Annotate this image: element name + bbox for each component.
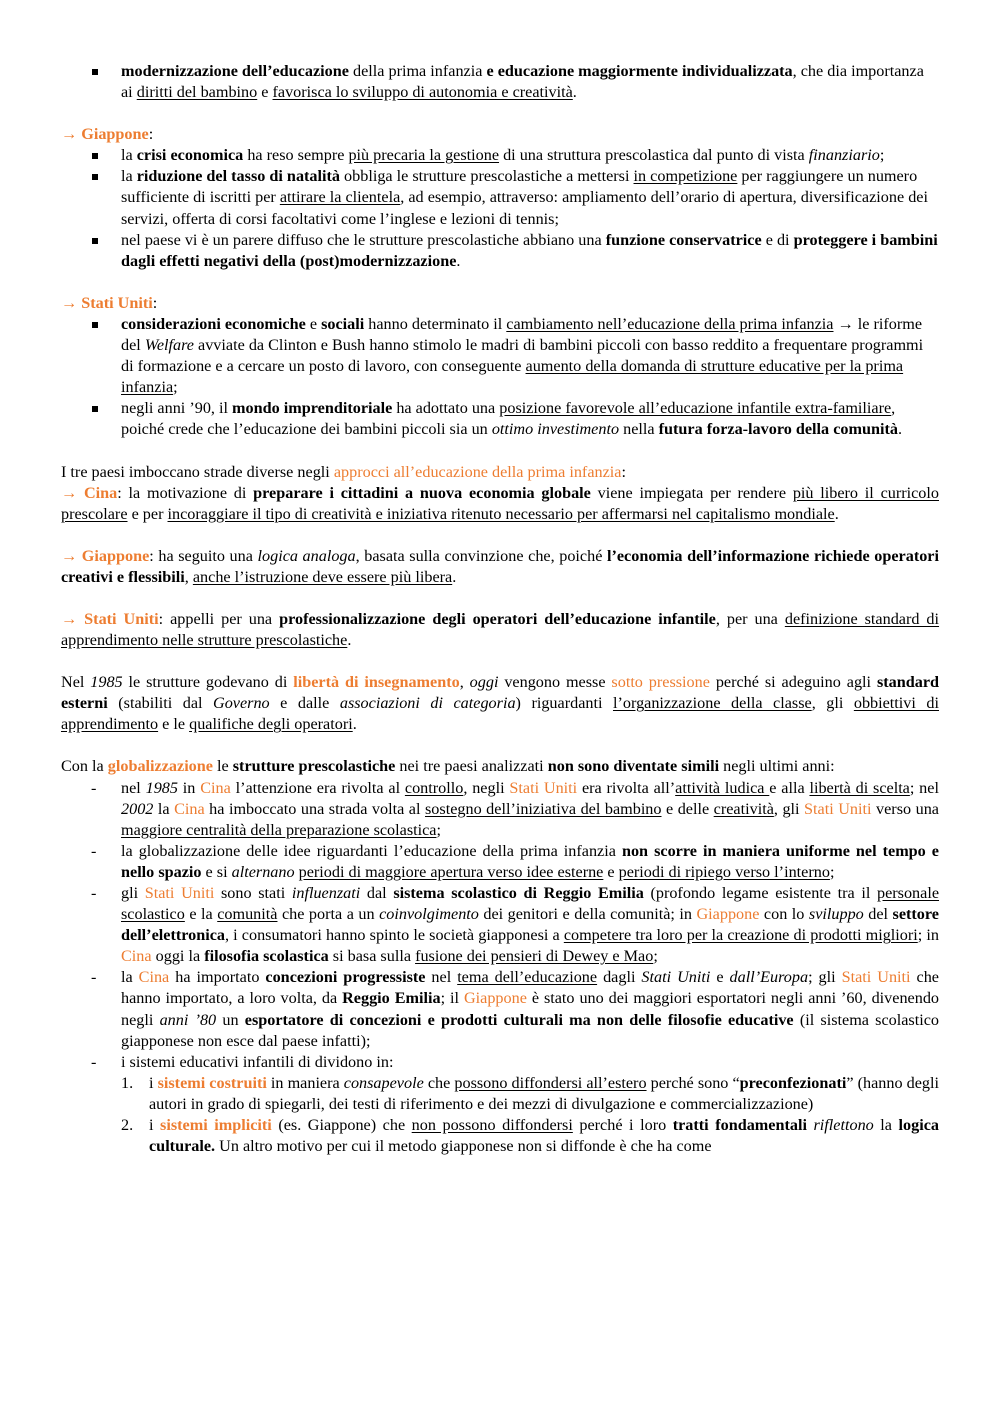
list-item: 1. i sistemi costruiti in maniera consapevole che possono diffondersi all’estero perché sono “preconfezionati” (hanno degli autori in grado di spiegarli, dei testi di riferimento e dei mezzi di divulgazione e commercializzazione)	[121, 1073, 939, 1113]
globalizzazione-dash-list	[61, 778, 939, 1073]
sistemi-numbered-list	[61, 1073, 939, 1157]
list-item: 2. i sistemi impliciti (es. Giappone) che non possono diffondersi perché i loro tratti fondamentali riflettono la logica culturale. Un altro motivo per cui il metodo giapponese non si diffonde è che ha come	[121, 1116, 939, 1156]
list-item: - nel 1985 in Cina l’attenzione era rivolta al controllo, negli Stati Uniti era rivolta all’attività ludica e alla libertà di scelta; nel 2002 la Cina ha imboccato una strada volta al sostegno dell’iniziativa del bambino e delle creatività, gli Stati Uniti verso una maggiore centralità della preparazione scolastica;	[91, 778, 939, 839]
arrow-right-icon: →	[837, 314, 854, 333]
list-item: - la Cina ha importato concezioni progressiste nel tema dell’educazione dagli Stati Uniti e dall’Europa; gli Stati Uniti che hanno importato, a loro volta, da Reggio Emilia; il Giappone è stato uno dei maggiori esportatori negli anni ’60, divenendo negli anni ’80 un esportatore di concezioni e prodotti culturali ma non delle filosofie educative (il sistema scolastico giapponese non esce dal paese infatti);	[91, 968, 940, 1050]
approcci-giappone: → Giappone: ha seguito una logica analoga, basata sulla convinzione che, poiché l’economia dell’informazione richiede operatori creativi e flessibili, anche l’istruzione deve essere più libera.	[61, 546, 939, 586]
list-item: - la globalizzazione delle idee riguardanti l’educazione della prima infanzia non scorre in maniera uniforme nel tempo e nello spazio e si alternano periodi di maggiore apertura verso idee esterne e periodi di ripiego verso l’interno;	[91, 841, 939, 881]
giappone-bullet-list	[61, 145, 939, 272]
globalizzazione-intro: Con la globalizzazione le strutture prescolastiche nei tre paesi analizzati non sono diventate simili negli ultimi anni:	[61, 757, 835, 776]
approcci-stati-uniti: → Stati Uniti: appelli per una professionalizzazione degli operatori dell’educazione infantile, per una definizione standard di apprendimento nelle strutture prescolastiche.	[61, 609, 940, 650]
arrow-right-icon: →	[61, 125, 78, 144]
section-heading-stati-uniti: → Stati Uniti:	[61, 293, 158, 312]
list-item: - i sistemi educativi infantili di dividono in:	[91, 1052, 394, 1071]
list-item: modernizzazione dell’educazione della prima infanzia e educazione maggiormente individualizzata, che dia importanza ai diritti del bambino e favorisca lo sviluppo di autonomia e creatività.	[61, 61, 939, 103]
list-item: la riduzione del tasso di natalità obbliga le strutture prescolastiche a mettersi in competizione per raggiungere un numero sufficiente di iscritti per attirare la clientela, ad esempio, attraverso: ampliamento dell’orario di apertura, diversificazione dei servizi, offerta di corsi facoltativi come l’inglese e lezioni di tennis;	[61, 166, 939, 229]
list-item: - gli Stati Uniti sono stati influenzati dal sistema scolastico di Reggio Emilia (profondo legame esistente tra il personale scolastico e la comunità che porta a un coinvolgimento dei genitori e della comunità; in Giappone con lo sviluppo del settore dell’elettronica, i consumatori hanno spinto le società giapponesi a competere tra loro per la creazione di prodotti migliori; in Cina oggi la filosofia scolastica si basa sulla fusione dei pensieri di Dewey e Mao;	[91, 884, 940, 966]
list-item: considerazioni economiche e sociali hanno determinato il cambiamento nell’educazione della prima infanzia → le riforme del Welfare avviate da Clinton e Bush hanno stimolo le madri di bambini piccoli con basso reddito a frequentare programmi di formazione e a cercare un posto di lavoro, con conseguente aumento della domanda di strutture educative per la prima infanzia;	[61, 314, 939, 398]
stati-uniti-bullet-list	[61, 314, 939, 441]
list-item: la crisi economica ha reso sempre più precaria la gestione di una struttura prescolastica dal punto di vista finanziario;	[61, 145, 939, 166]
arrow-right-icon: →	[61, 293, 78, 312]
list-item: negli anni ’90, il mondo imprenditoriale ha adottato una posizione favorevole all’educazione infantile extra-familiare, poiché crede che l’educazione dei bambini piccoli sia un ottimo investimento nella futura forza-lavoro della comunità.	[61, 398, 939, 440]
arrow-right-icon: →	[61, 483, 78, 502]
approcci-intro: I tre paesi imboccano strade diverse negli approcci all’educazione della prima infanzia:	[61, 462, 626, 481]
arrow-right-icon: →	[61, 546, 78, 565]
intro-bullet-list	[61, 61, 939, 103]
approcci-cina: → Cina: la motivazione di preparare i cittadini a nuova economia globale viene impiegata per rendere più libero il curricolo prescolare e per incoraggiare il tipo di creatività e iniziativa ritenuto necessario per affermarsi nel capitalismo mondiale.	[61, 483, 939, 523]
paragraph-1985: Nel 1985 le strutture godevano di libertà di insegnamento, oggi vengono messe sotto pressione perché si adeguino agli standard esterni (stabiliti dal Governo e dalle associazioni di categoria) riguardanti l’organizzazione della classe, gli obbiettivi di apprendimento e le qualifiche degli operatori.	[61, 673, 940, 734]
section-heading-giappone: → Giappone:	[61, 125, 154, 144]
list-item: nel paese vi è un parere diffuso che le strutture prescolastiche abbiano una funzione conservatrice e di proteggere i bambini dagli effetti negativi della (post)modernizzazione.	[61, 230, 939, 272]
arrow-right-icon: →	[61, 609, 78, 628]
